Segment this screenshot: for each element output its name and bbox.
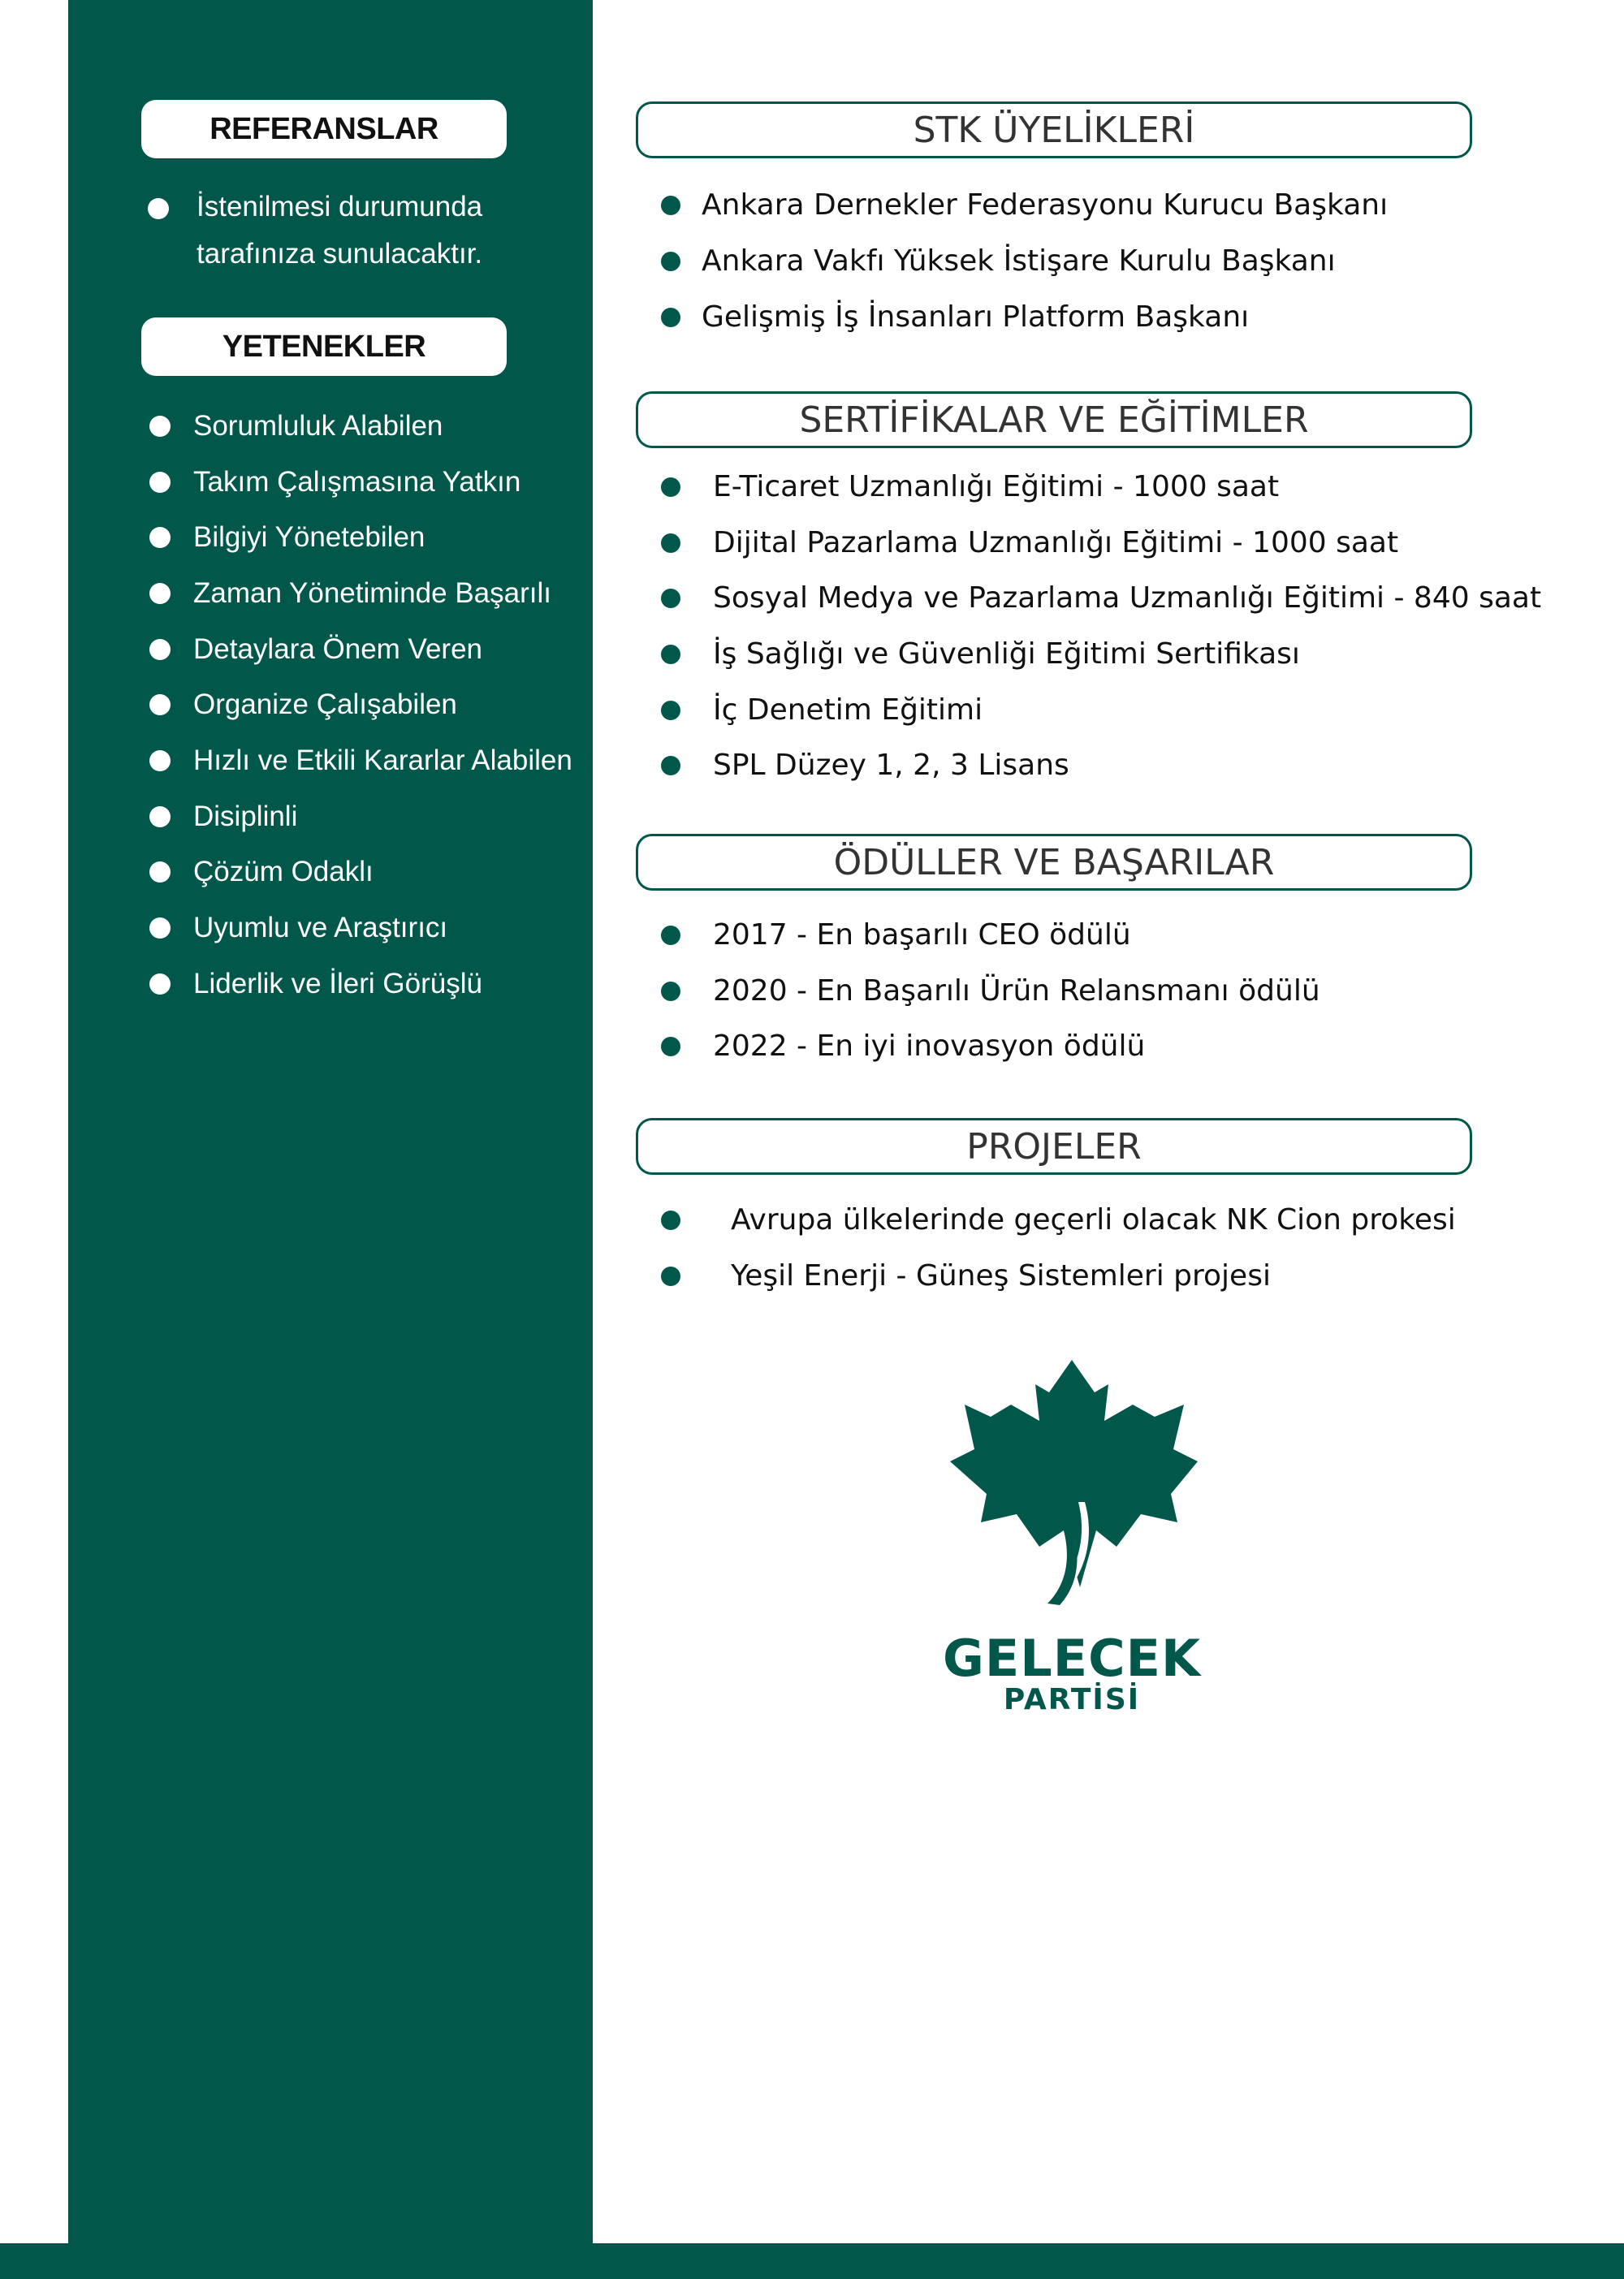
skill-label: Organize Çalışabilen [193, 688, 457, 720]
projects-heading: PROJELER [636, 1118, 1472, 1175]
bullet-icon [149, 527, 171, 548]
logo-name: GELECEK [943, 1629, 1201, 1688]
bullet-icon [661, 252, 680, 271]
certificate-item [661, 470, 1279, 503]
certificate-label: Dijital Pazarlama Uzmanlığı Eğitimi - 1000 saat [713, 526, 1399, 559]
award-label: 2022 - En iyi inovasyon ödülü [713, 1029, 1146, 1063]
bullet-icon [661, 589, 680, 608]
award-label: 2017 - En başarılı CEO ödülü [713, 918, 1131, 952]
project-label: Avrupa ülkelerinde geçerli olacak NK Cion prokesi [731, 1203, 1456, 1237]
bullet-icon [149, 694, 171, 715]
footer-bar [0, 2243, 1624, 2279]
award-item [661, 974, 1320, 1008]
skill-label: Hızlı ve Etkili Kararlar Alabilen [193, 745, 572, 776]
bullet-icon [661, 1267, 680, 1286]
skill-label: Zaman Yönetiminde Başarılı [193, 577, 551, 609]
award-item [661, 918, 1131, 952]
bullet-icon [661, 756, 680, 775]
skill-item [149, 577, 551, 610]
skill-label: Liderlik ve İleri Görüşlü [193, 968, 482, 999]
bullet-icon [149, 416, 171, 437]
certificate-item [661, 581, 1541, 615]
bullet-icon [661, 982, 680, 1001]
bullet-icon [149, 472, 171, 493]
bullet-icon [149, 806, 171, 827]
bullet-icon [149, 639, 171, 660]
ngo-item [661, 244, 1336, 278]
certificate-label: Sosyal Medya ve Pazarlama Uzmanlığı Eğitimi - 840 saat [713, 581, 1542, 615]
references-text [197, 183, 538, 278]
awards-heading: ÖDÜLLER VE BAŞARILAR [636, 834, 1472, 891]
ngo-label: Gelişmiş İş İnsanları Platform Başkanı [702, 300, 1250, 334]
certificate-label: SPL Düzey 1, 2, 3 Lisans [713, 749, 1069, 782]
bullet-icon [661, 533, 680, 553]
skill-item [149, 410, 443, 442]
skill-label: Disiplinli [193, 801, 298, 832]
bullet-icon [149, 861, 171, 883]
certificate-item [661, 526, 1398, 559]
skill-item [149, 968, 482, 1000]
skill-label: Uyumlu ve Araştırıcı [193, 912, 448, 943]
bullet-icon [149, 973, 171, 995]
certificate-item [661, 693, 983, 727]
skill-label: Takım Çalışmasına Yatkın [193, 466, 521, 498]
skill-label: Sorumluluk Alabilen [193, 410, 443, 442]
skill-label: Bilgiyi Yönetebilen [193, 521, 425, 553]
award-item [661, 1029, 1145, 1063]
ngo-item [661, 300, 1249, 334]
project-item [661, 1259, 1271, 1293]
bullet-icon [149, 917, 171, 939]
skill-item [149, 633, 482, 666]
award-label: 2020 - En Başarılı Ürün Relansmanı ödülü [713, 974, 1320, 1008]
bullet-icon [661, 645, 680, 664]
bullet-icon [661, 1037, 680, 1056]
ngo-item [661, 188, 1388, 222]
bullet-icon [661, 196, 680, 215]
certificate-label: İç Denetim Eğitimi [713, 693, 983, 727]
skill-item [149, 856, 374, 888]
references-text-line: tarafınıza sunulacaktır. [197, 238, 483, 270]
bullet-icon [661, 926, 680, 945]
certificate-item [661, 749, 1069, 782]
bullet-icon [148, 198, 169, 219]
bullet-icon [661, 308, 680, 327]
certificate-label: E-Ticaret Uzmanlığı Eğitimi - 1000 saat [713, 470, 1280, 503]
skills-heading: YETENEKLER [141, 317, 507, 376]
project-item [661, 1203, 1456, 1237]
ngo-heading: STK ÜYELİKLERİ [636, 101, 1472, 158]
references-heading: REFERANSLAR [141, 100, 507, 158]
skill-label: Çözüm Odaklı [193, 856, 374, 887]
ngo-label: Ankara Vakfı Yüksek İstişare Kurulu Başkanı [702, 244, 1336, 278]
bullet-icon [661, 477, 680, 497]
certificates-heading: SERTİFİKALAR VE EĞİTİMLER [636, 391, 1472, 448]
bullet-icon [661, 701, 680, 720]
certificate-label: İş Sağlığı ve Güvenliği Eğitimi Sertifikası [713, 637, 1300, 671]
skill-item [149, 745, 572, 777]
logo-subtitle: PARTİSİ [1003, 1683, 1141, 1716]
project-label: Yeşil Enerji - Güneş Sistemleri projesi [731, 1259, 1271, 1293]
references-text-line: İstenilmesi durumunda [197, 191, 483, 222]
skill-item [149, 688, 457, 721]
skill-label: Detaylara Önem Veren [193, 633, 483, 665]
bullet-icon [149, 583, 171, 604]
skill-item [149, 521, 425, 554]
bullet-icon [149, 750, 171, 771]
ngo-label: Ankara Dernekler Federasyonu Kurucu Başkanı [702, 188, 1389, 222]
skill-item [149, 912, 447, 944]
certificate-item [661, 637, 1300, 671]
bullet-icon [661, 1211, 680, 1230]
skill-item [149, 466, 520, 499]
skill-item [149, 801, 297, 833]
